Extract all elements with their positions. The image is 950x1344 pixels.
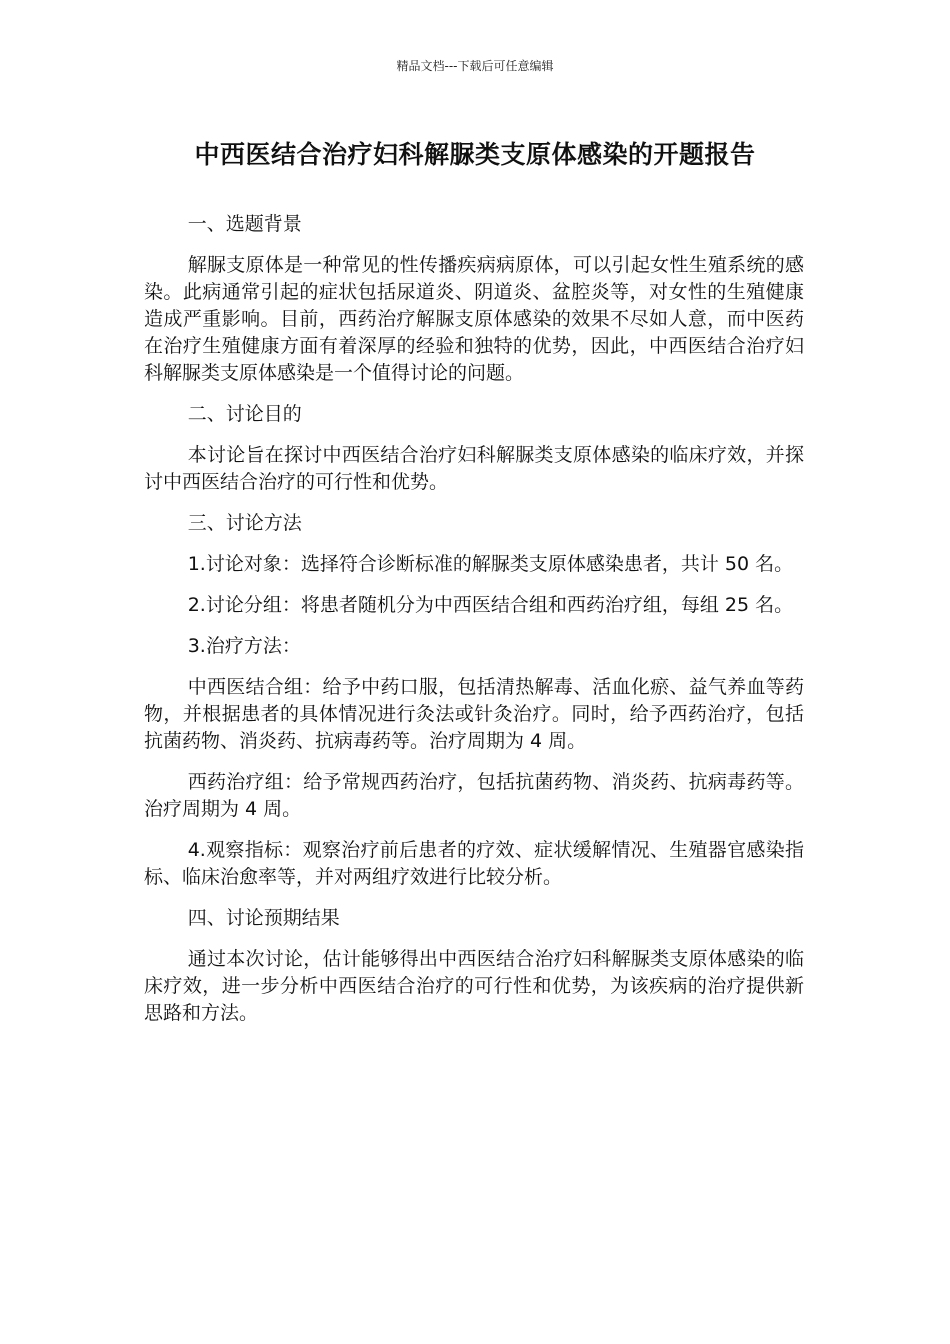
paragraph-method-subjects: 1.讨论对象：选择符合诊断标准的解脲类支原体感染患者，共计 50 名。	[187, 553, 794, 575]
paragraph-expected-results: 通过本次讨论，估计能够得出中西医结合治疗妇科解脲类支原体感染的临床疗效，进一步分析中西医结合治疗的可行性和优势，为该疾病的治疗提供新思路和方法。	[144, 948, 804, 1024]
section-heading-background: 一、选题背景	[187, 213, 302, 235]
paragraph-western-group: 西药治疗组：给予常规西药治疗，包括抗菌药物、消炎药、抗病毒药等。治疗周期为 4 周。	[144, 771, 804, 820]
paragraph-combined-group: 中西医结合组：给予中药口服，包括清热解毒、活血化瘀、益气养血等药物，并根据患者的具体情况进行灸法或针灸治疗。同时，给予西药治疗，包括抗菌药物、消炎药、抗病毒药等。治疗周期为 4 周。	[144, 676, 804, 752]
section-heading-expected-results: 四、讨论预期结果	[187, 907, 340, 929]
paragraph-method-grouping: 2.讨论分组：将患者随机分为中西医结合组和西药治疗组，每组 25 名。	[187, 594, 794, 616]
paragraph-observation-indicators: 4.观察指标：观察治疗前后患者的疗效、症状缓解情况、生殖器官感染指标、临床治愈率等，并对两组疗效进行比较分析。	[144, 839, 804, 888]
section-heading-method: 三、讨论方法	[187, 512, 302, 534]
paragraph-purpose: 本讨论旨在探讨中西医结合治疗妇科解脲类支原体感染的临床疗效，并探讨中西医结合治疗的可行性和优势。	[144, 444, 804, 493]
document-title: 中西医结合治疗妇科解脲类支原体感染的开题报告	[194, 140, 756, 169]
paragraph-background: 解脲支原体是一种常见的性传播疾病病原体，可以引起女性生殖系统的感染。此病通常引起的症状包括尿道炎、阴道炎、盆腔炎等，对女性的生殖健康造成严重影响。目前，西药治疗解脲支原体感染的效果不尽如人意，而中医药在治疗生殖健康方面有着深厚的经验和独特的优势，因此，中西医结合治疗妇科解脲类支原体感染是一个值得讨论的问题。	[144, 254, 804, 384]
page-header-note: 精品文档---下载后可任意编辑	[396, 59, 554, 73]
paragraph-method-treatment: 3.治疗方法：	[187, 635, 301, 657]
document-body	[144, 211, 804, 1041]
section-heading-purpose: 二、讨论目的	[187, 403, 302, 425]
